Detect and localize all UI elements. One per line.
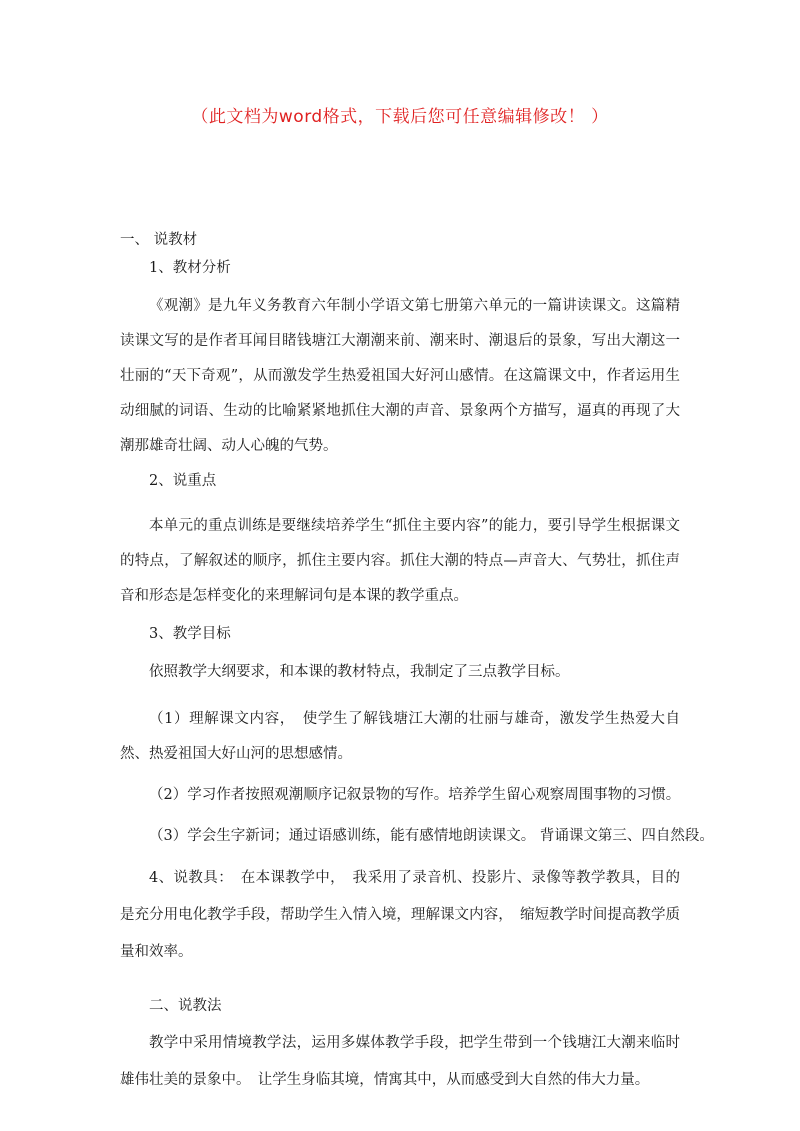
- section-1-4-paragraph: 4、说教具： 在本课教学中， 我采用了录音机、投影片、录像等教学教具，目的是充分用电化教学手段，帮助学生入情入境，理解课文内容， 缩短教学时间提高教学质量和效率。: [120, 870, 680, 960]
- section-1-1-heading: 1、教材分析: [149, 260, 231, 276]
- download-notice: （此文档为word格式，下载后您可任意编辑修改！ ）: [191, 107, 609, 127]
- teaching-goal-3: （3）学会生字新词；通过语感训练，能有感情地朗读课文。 背诵课文第三、四自然段。: [149, 828, 714, 844]
- section-1-2-paragraph: 本单元的重点训练是要继续培养学生“抓住主要内容”的能力，要引导学生根据课文的特点，了解叙述的顺序，抓住主要内容。抓住大潮的特点—声音大、气势壮，抓住声音和形态是怎样变化的来理解词句是本课的教学重点。: [120, 518, 680, 604]
- section-1-3-intro: 依照教学大纲要求，和本课的教材特点，我制定了三点教学目标。: [149, 664, 570, 680]
- section-1-3-heading: 3、教学目标: [149, 626, 231, 642]
- section-1-1-paragraph: 《观潮》是九年义务教育六年制小学语文第七册第六单元的一篇讲读课文。这篇精读课文写的是作者耳闻目睹钱塘江大潮潮来前、潮来时、潮退后的景象，写出大潮这一壮丽的“天下奇观”，从而激发学生热爱祖国大好河山感情。在这篇课文中，作者运用生动细腻的词语、生动的比喻紧紧地抓住大潮的声音、景象两个方描写，逼真的再现了大潮那雄奇壮阔、动人心魄的气势。: [120, 298, 680, 454]
- teaching-goal-2: （2）学习作者按照观潮顺序记叙景物的写作。培养学生留心观察周围事物的习惯。: [149, 787, 681, 803]
- section-1-2-heading: 2、说重点: [149, 473, 217, 489]
- section-1-heading: 一、 说教材: [120, 232, 198, 248]
- teaching-goal-1: （1）理解课文内容， 使学生了解钱塘江大潮的壮丽与雄奇，激发学生热爱大自然、热爱祖国大好山河的思想感情。: [120, 711, 680, 762]
- section-2-heading: 二、说教法: [149, 998, 222, 1014]
- section-2-paragraph: 教学中采用情境教学法，运用多媒体教学手段，把学生带到一个钱塘江大潮来临时雄伟壮美的景象中。 让学生身临其境，情寓其中，从而感受到大自然的伟大力量。: [120, 1035, 680, 1088]
